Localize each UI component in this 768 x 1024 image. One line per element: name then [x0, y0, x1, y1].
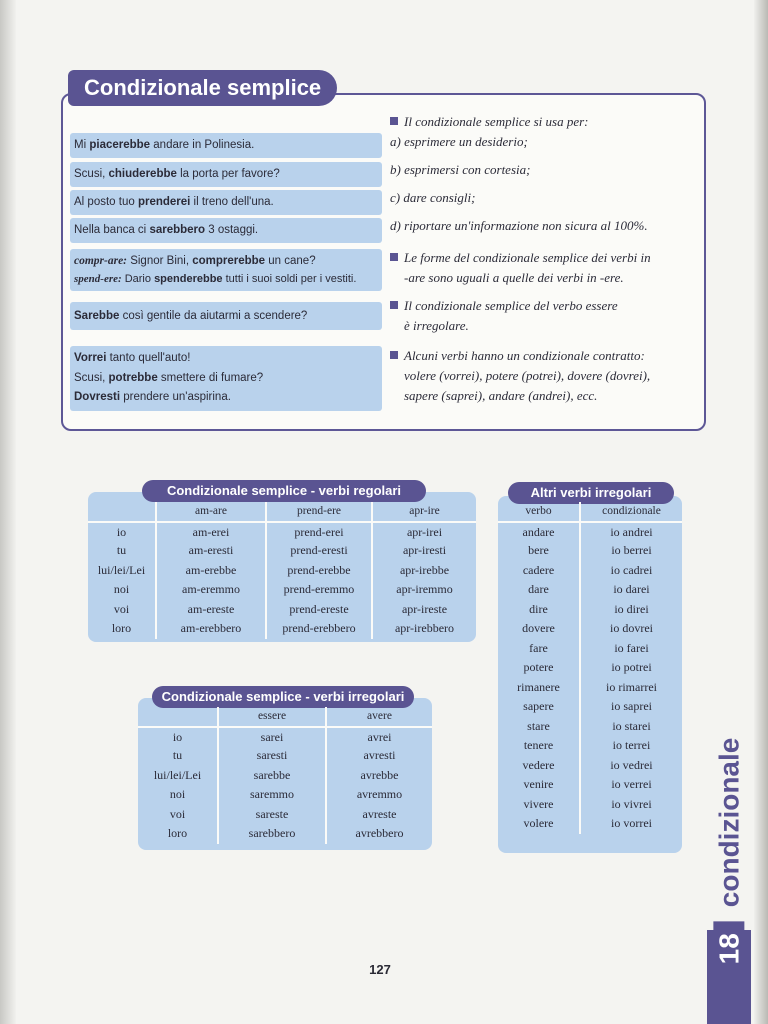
column-header: avere [326, 707, 432, 727]
table-row: potere io potrei [498, 658, 682, 678]
table-row: tu saresti avresti [138, 746, 432, 766]
table-row: lui/lei/Lei sarebbe avrebbe [138, 766, 432, 786]
example-are-ere: compr-are: Signor Bini, comprerebbe un cane? spend-ere: Dario spenderebbe tutti i suoi soldi per i vestiti. [70, 249, 382, 291]
table-row: vedere io vedrei [498, 756, 682, 776]
table-row: dare io darei [498, 580, 682, 600]
page-edge-shadow [754, 0, 768, 1024]
table-row: stare io starei [498, 717, 682, 737]
table-row: loro sarebbero avrebbero [138, 824, 432, 844]
other-verbs-title: Altri verbi irregolari [508, 482, 674, 504]
example-contracted: Vorrei tanto quell'auto! Scusi, potrebbe smettere di fumare? Dovresti prendere un'aspirina. [70, 346, 382, 411]
bullet-square-icon [390, 253, 398, 261]
table-row: loro am-erebbero prend-erebbero apr-irebbero [88, 619, 476, 639]
rule-uses: Il condizionale semplice si usa per: a) esprimere un desiderio; b) esprimersi con cortesia; c) dare consigli; d) riportare un'informazione non sicura al 100%. [390, 114, 648, 233]
table-row: fare io farei [498, 639, 682, 659]
table-row: noi saremmo avremmo [138, 785, 432, 805]
irregular-verbs-title: Condizionale semplice - verbi irregolari [152, 686, 414, 708]
example-4: Nella banca ci sarebbero 3 ostaggi. [70, 218, 382, 243]
chapter-tab-label: 18condizionale [707, 690, 751, 1024]
table-row: io sarei avrei [138, 727, 432, 747]
section-title: Condizionale semplice [68, 70, 337, 106]
regular-verbs-table [88, 502, 476, 639]
table-row: dire io direi [498, 600, 682, 620]
rule-essere: Il condizionale semplice del verbo essere è irregolare. [390, 296, 690, 336]
table-row: dovere io dovrei [498, 619, 682, 639]
example-essere: Sarebbe così gentile da aiutarmi a scendere? [70, 302, 382, 330]
bullet-square-icon [390, 351, 398, 359]
rule-contracted: Alcuni verbi hanno un condizionale contratto: volere (vorrei), potere (potrei), dovere (dovrei), sapere (saprei), andare (andrei), ecc. [390, 346, 700, 406]
column-header: condizionale [580, 502, 682, 522]
other-verbs-table [498, 502, 682, 834]
example-2: Scusi, chiuderebbe la porta per favore? [70, 162, 382, 187]
example-1: Mi piacerebbe andare in Polinesia. [70, 133, 382, 158]
table-row: lui/lei/Lei am-erebbe prend-erebbe apr-irebbe [88, 561, 476, 581]
table-row: noi am-eremmo prend-eremmo apr-iremmo [88, 580, 476, 600]
rule-are-ere: Le forme del condizionale semplice dei verbi in -are sono uguali a quelle dei verbi in -ere. [390, 248, 690, 288]
table-row: bere io berrei [498, 541, 682, 561]
column-header: prend-ere [266, 502, 372, 522]
table-row: venire io verrei [498, 775, 682, 795]
table-row: io am-erei prend-erei apr-irei [88, 522, 476, 542]
table-row: sapere io saprei [498, 697, 682, 717]
table-row: andare io andrei [498, 522, 682, 542]
irregular-verbs-table [138, 707, 432, 844]
table-row: tu am-eresti prend-eresti apr-iresti [88, 541, 476, 561]
table-row: cadere io cadrei [498, 561, 682, 581]
table-row: tenere io terrei [498, 736, 682, 756]
regular-verbs-title: Condizionale semplice - verbi regolari [142, 480, 426, 502]
column-header: apr-ire [372, 502, 476, 522]
table-row: rimanere io rimarrei [498, 678, 682, 698]
column-header: verbo [498, 502, 580, 522]
column-header: essere [218, 707, 326, 727]
page-binding-shadow [0, 0, 16, 1024]
page-number: 127 [369, 962, 391, 977]
table-row: vivere io vivrei [498, 795, 682, 815]
table-row: voi sareste avreste [138, 805, 432, 825]
column-header: am-are [156, 502, 266, 522]
bullet-square-icon [390, 301, 398, 309]
table-row: voi am-ereste prend-ereste apr-ireste [88, 600, 476, 620]
bullet-square-icon [390, 117, 398, 125]
example-3: Al posto tuo prenderei il treno dell'una. [70, 190, 382, 215]
table-row: volere io vorrei [498, 814, 682, 834]
